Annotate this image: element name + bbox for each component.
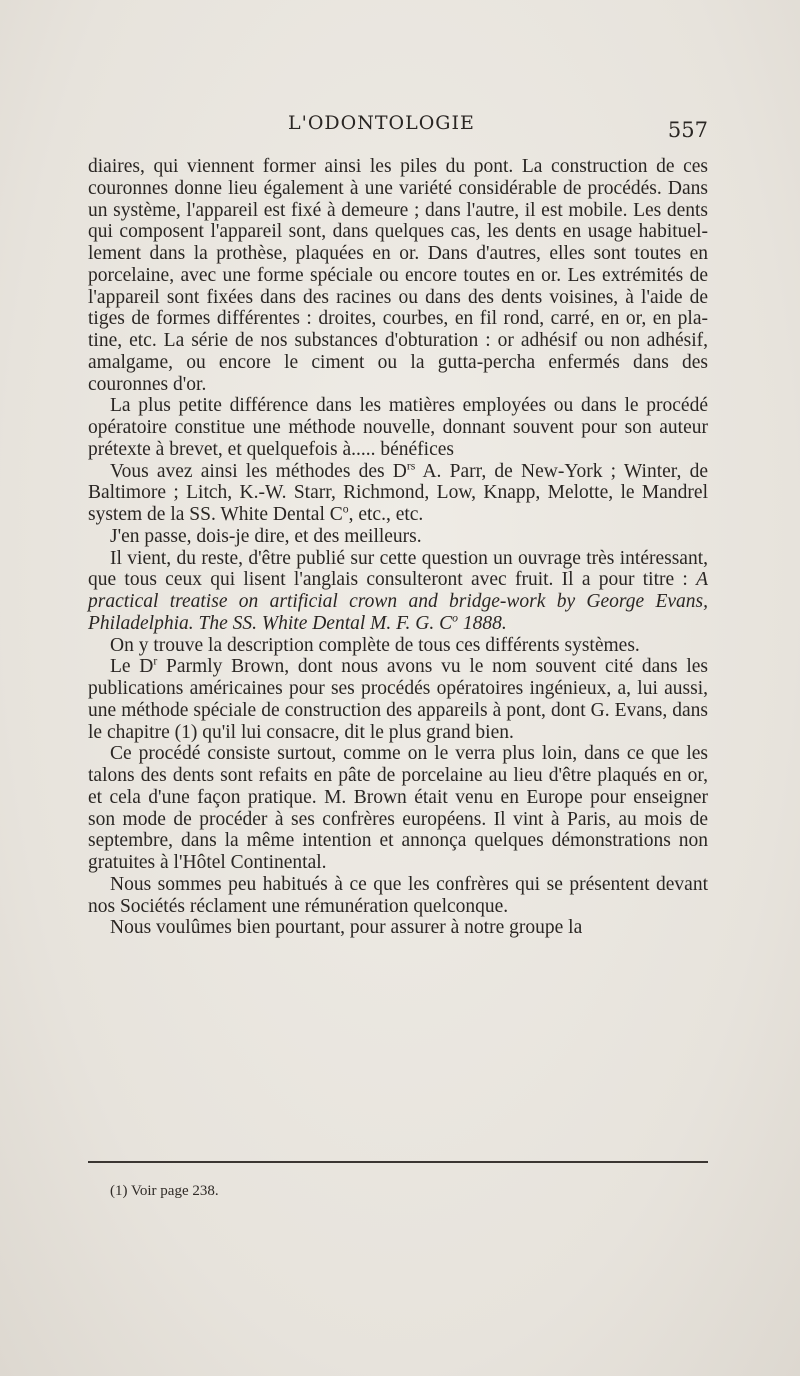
paragraph-7-text-a: Le D bbox=[110, 656, 154, 678]
page-header bbox=[88, 112, 708, 144]
body-text bbox=[88, 156, 708, 939]
paragraph-5 bbox=[88, 548, 708, 635]
paragraph-6: On y trouve la description complète de tous ces différents systèmes. bbox=[110, 634, 640, 656]
superscript-o: o bbox=[342, 502, 349, 516]
paragraph-4: J'en passe, dois-je dire, et des meilleurs. bbox=[110, 525, 422, 547]
paragraph-3-text-a: Vous avez ainsi les méthodes des D bbox=[110, 460, 407, 482]
paragraph-3-text-c: , etc., etc. bbox=[348, 504, 424, 525]
paragraph-2: La plus petite différence dans les matières employées ou dans le procédé opératoire constitue une méthode nouvelle, donnant souvent pour son auteur prétexte à brevet, et quelquefois à..... bénéfices bbox=[88, 395, 708, 460]
paragraph-7 bbox=[88, 656, 708, 743]
paragraph-9: Nous sommes peu habitués à ce que les confrères qui se présentent devant nos Sociétés réclament une rémunération quelconque. bbox=[88, 873, 708, 917]
book-title-year: 1888. bbox=[458, 612, 507, 634]
paragraph-10: Nous voulûmes bien pourtant, pour assurer à notre groupe la bbox=[110, 917, 583, 939]
paragraph-7-text-b: Parmly Brown, dont nous avons vu le nom souvent cité dans les publications américaines pour ses procédés opératoires ingénieux, a, lui aussi, une méthode spéciale de construction des appareils à pont, dont G. Evans, dans le chapitre (1) qu'il lui consacre, dit le plus grand bien. bbox=[88, 656, 708, 743]
paragraph-3 bbox=[88, 458, 708, 526]
paragraph-5-text: Il vient, du reste, d'être publié sur cette question un ouvrage très intéressant, que tous ceux qui lisent l'anglais consulteront avec fruit. Il a pour titre : bbox=[88, 547, 708, 591]
superscript-rs: rs bbox=[406, 458, 416, 472]
footnote-rule bbox=[88, 1161, 708, 1163]
superscript-r: r bbox=[153, 654, 158, 668]
footnote: (1) Voir page 238. bbox=[110, 1183, 219, 1199]
paragraph-1: diaires, qui viennent former ainsi les piles du pont. La construction de ces couronnes donne lieu également à une variété considérable de procédés. Dans un système, l'appareil est fixé à demeure ; dans l'autre, il est mobile. Les dents qui composent l'appareil sont, dans quelques cas, les dents en usage habituellement dans la prothèse, plaquées en or. Dans d'autres, elles sont toutes en porcelaine, avec une forme spéciale ou encore toutes en or. Les extrémités de l'appareil sont fixées dans des racines ou dans des dents voisines, à l'aide de tiges de formes différentes : droites, courbes, en fil rond, carré, en or, en platine, etc. La série de nos substances d'obturation : or adhésif ou non adhésif, amalgame, ou encore le ciment ou la gutta-percha enfermés dans des couronnes d'or. bbox=[88, 156, 708, 395]
paragraph-3-text-b: A. Parr, de New-York ; Winter, de Baltimore ; Litch, K.-W. Starr, Richmond, Low, Knapp, Melotte, le Mandrel system de la SS. White Dental C bbox=[88, 460, 708, 525]
running-title: L'ODONTOLOGIE bbox=[288, 112, 475, 134]
paragraph-8: Ce procédé consiste surtout, comme on le verra plus loin, dans ce que les talons des dents sont refaits en pâte de porcelaine au lieu d'être plaqués en or, et cela d'une façon pratique. M. Brown était venu en Europe pour enseigner son mode de procéder à ses confrères européens. Il vint à Paris, au mois de septembre, dans la même intention et annonça quelques démonstrations non gratuites à l'Hôtel Continental. bbox=[88, 743, 708, 873]
superscript-o: o bbox=[452, 611, 458, 625]
page-number: 557 bbox=[667, 118, 708, 142]
book-title-text: A practical treatise on artificial crown and bridge-work by George Evans, Philadelphia. The SS. White Dental M. F. G. C bbox=[88, 569, 708, 634]
